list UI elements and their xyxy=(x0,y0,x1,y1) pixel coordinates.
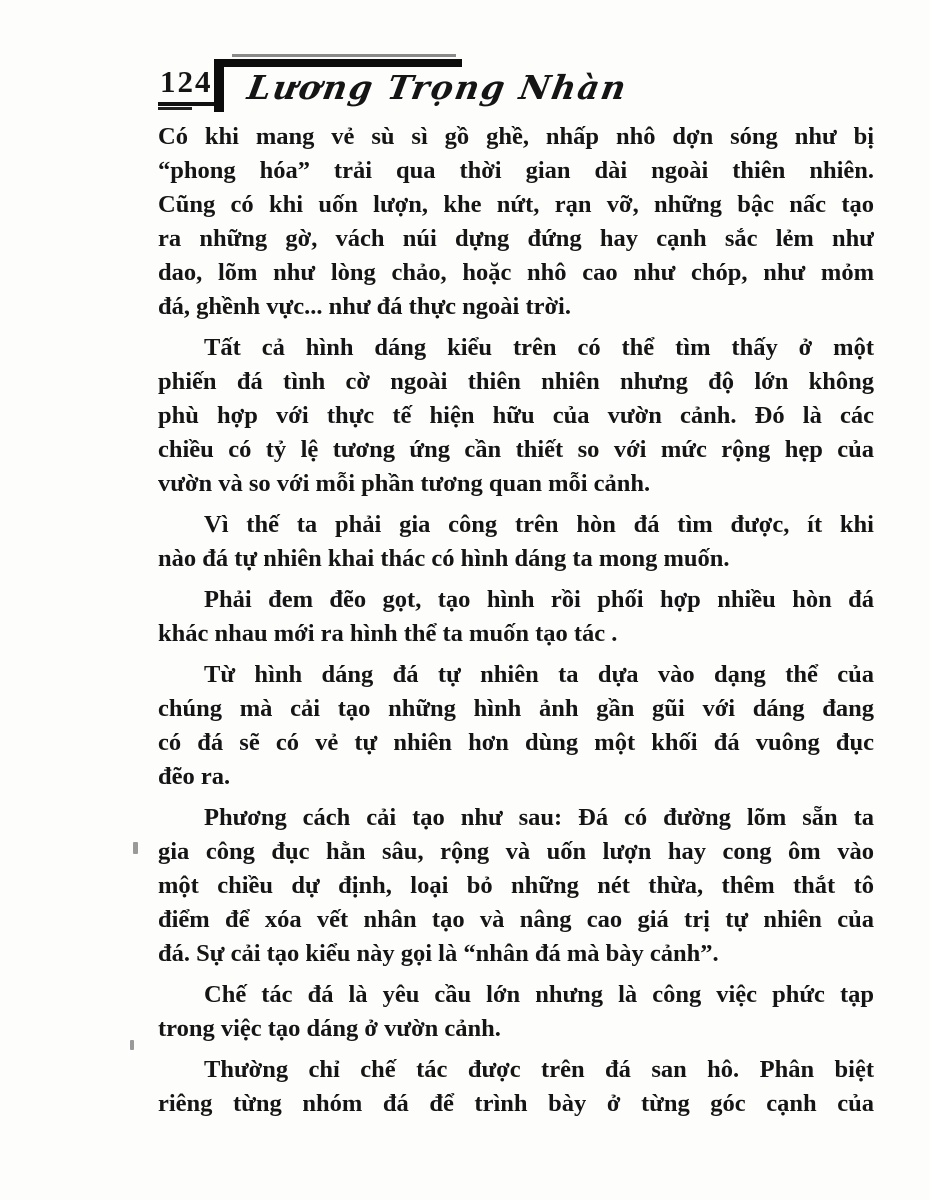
text-line: khác nhau mới ra hình thể ta muốn tạo tác . xyxy=(158,620,618,647)
text-line: ra những gờ, vách núi dựng đứng hay cạnh sắc lẻm như xyxy=(158,225,874,252)
paragraph xyxy=(158,978,874,1046)
header-rule-horizontal xyxy=(214,59,462,67)
header-rule-vertical xyxy=(214,59,224,112)
text-line: phiến đá tình cờ ngoài thiên nhiên nhưng độ lớn không xyxy=(158,368,874,395)
paragraph xyxy=(158,120,874,324)
author-signature: Lương Trọng Nhàn xyxy=(244,68,631,107)
text-line: có đá sẽ có vẻ tự nhiên hơn dùng một khối đá vuông đục xyxy=(158,729,874,756)
text-line: Phải đem đẽo gọt, tạo hình rồi phối hợp nhiều hòn đá xyxy=(204,586,874,613)
scan-speck xyxy=(133,842,138,854)
paragraph xyxy=(158,508,874,576)
text-line: đẽo ra. xyxy=(158,763,231,790)
paragraph xyxy=(158,331,874,501)
page-header xyxy=(0,0,930,120)
text-line: Tất cả hình dáng kiểu trên có thể tìm thấy ở một xyxy=(204,334,874,361)
text-line: nào đá tự nhiên khai thác có hình dáng ta mong muốn. xyxy=(158,545,730,572)
text-line: vườn và so với mỗi phần tương quan mỗi cảnh. xyxy=(158,470,651,497)
text-line: phù hợp với thực tế hiện hữu của vườn cảnh. Đó là các xyxy=(158,402,874,429)
text-line: điểm để xóa vết nhân tạo và nâng cao giá trị tự nhiên của xyxy=(158,906,874,933)
text-line: Chế tác đá là yêu cầu lớn nhưng là công việc phức tạp xyxy=(204,981,874,1008)
page-number: 124 xyxy=(158,64,217,106)
text-line: chúng mà cải tạo những hình ảnh gần gũi với dáng đang xyxy=(158,695,874,722)
paragraph xyxy=(158,658,874,794)
text-line: Phương cách cải tạo như sau: Đá có đường lõm sẵn ta xyxy=(204,804,874,831)
header-rule-thin xyxy=(232,54,456,57)
paragraph xyxy=(158,801,874,971)
text-line: dao, lõm như lòng chảo, hoặc nhô cao như chóp, như mỏm xyxy=(158,259,874,286)
text-line: đá. Sự cải tạo kiểu này gọi là “nhân đá mà bày cảnh”. xyxy=(158,940,719,967)
paragraph xyxy=(158,583,874,651)
scan-speck xyxy=(130,1040,134,1050)
text-line: chiều có tỷ lệ tương ứng cần thiết so với mức rộng hẹp của xyxy=(158,436,874,463)
text-line: Vì thế ta phải gia công trên hòn đá tìm được, ít khi xyxy=(204,511,874,538)
text-line: gia công đục hằn sâu, rộng và uốn lượn hay cong ôm vào xyxy=(158,838,874,865)
text-body xyxy=(158,120,874,1128)
text-line: một chiều dự định, loại bỏ những nét thừa, thêm thắt tô xyxy=(158,872,874,899)
text-line: Từ hình dáng đá tự nhiên ta dựa vào dạng thể của xyxy=(204,661,874,688)
text-line: Cũng có khi uốn lượn, khe nứt, rạn vỡ, những bậc nấc tạo xyxy=(158,191,874,218)
text-line: trong việc tạo dáng ở vườn cảnh. xyxy=(158,1015,501,1042)
paragraph xyxy=(158,1053,874,1121)
text-line: Có khi mang vẻ sù sì gồ ghề, nhấp nhô dợn sóng như bị xyxy=(158,123,874,150)
page-number-underline xyxy=(158,107,192,110)
text-line: Thường chỉ chế tác được trên đá san hô. Phân biệt xyxy=(204,1056,874,1083)
text-line: đá, ghềnh vực... như đá thực ngoài trời. xyxy=(158,293,571,320)
text-line: riêng từng nhóm đá để trình bày ở từng góc cạnh của xyxy=(158,1090,874,1117)
text-line: “phong hóa” trải qua thời gian dài ngoài thiên nhiên. xyxy=(158,157,874,184)
